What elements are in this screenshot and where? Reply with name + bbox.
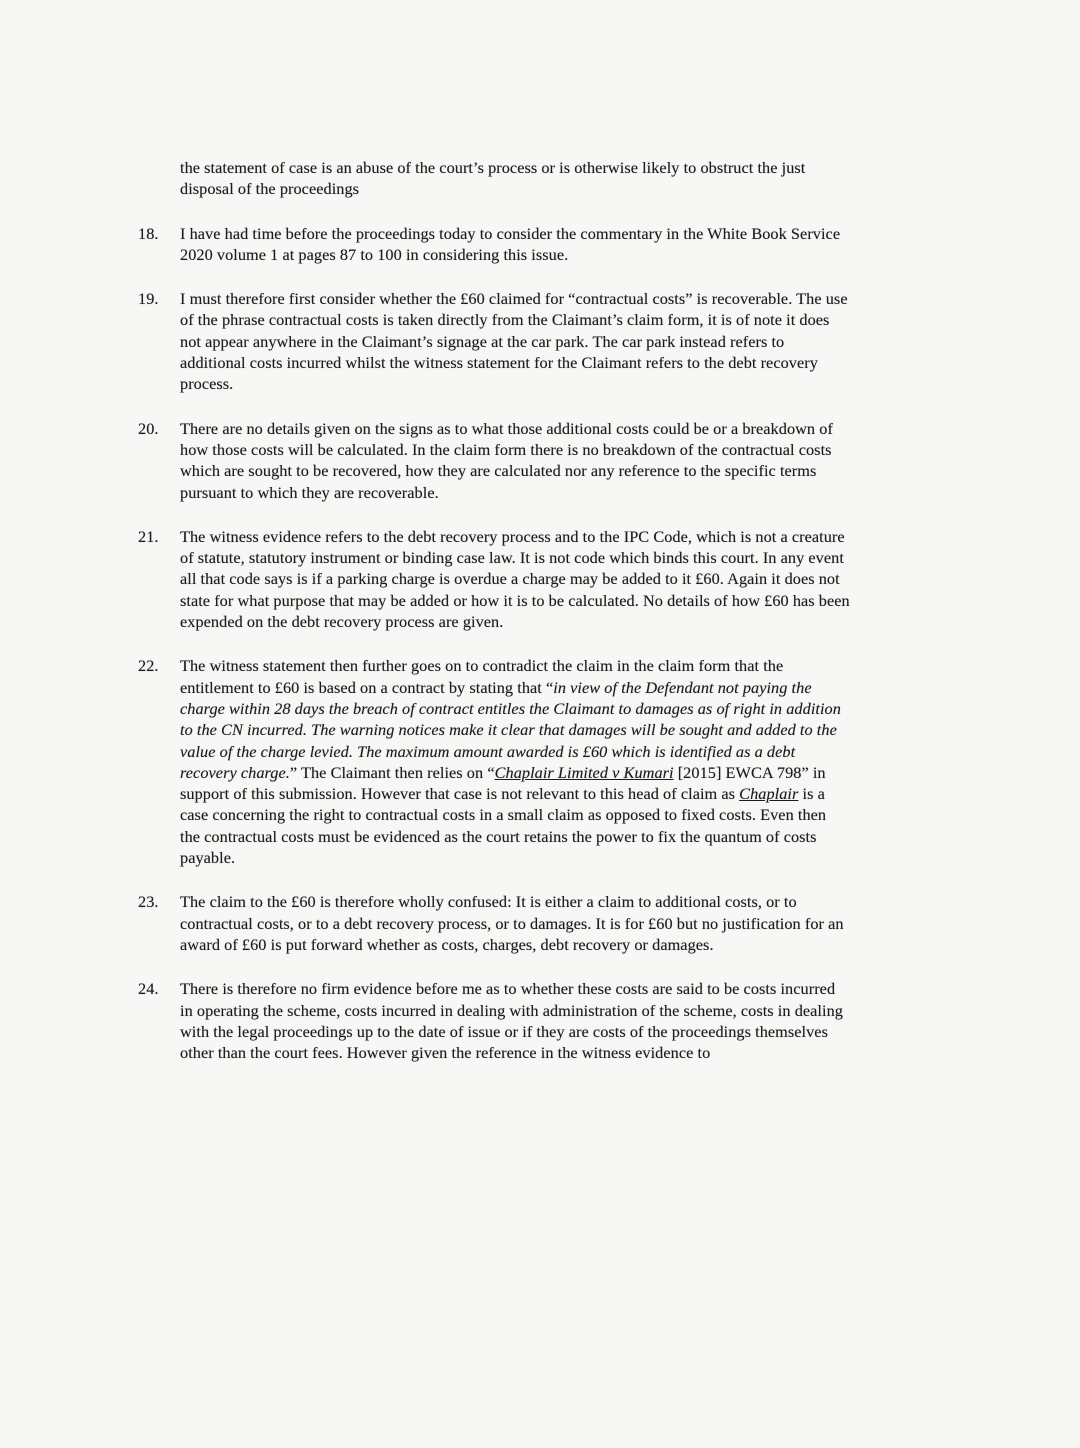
text-segment: [2015] EWCA 798” in support of this submission. However that case is not relevant to this head of claim as [180, 762, 826, 804]
paragraph-text: There is therefore no firm evidence before me as to whether these costs are said to be costs incurred in operating the scheme, costs incurred in dealing with administration of the scheme, costs in dealing with the legal proceedings up to the date of issue or if they are costs of the proceedings themselves other than the court fees. However given the reference in the witness evidence to [180, 979, 843, 1063]
text-segment: ” The Claimant then relies on “ [289, 762, 495, 782]
quoted-witness-statement: in view of the Defendant not paying the charge within 28 days the breach of contract entitles the Claimant to damages as of right in addition to the CN incurred. The warning notices make it clear that damages will be sought and added to the value of the charge levied. The maximum amount awarded is £60 which is identified as a debt recovery charge. [180, 677, 841, 782]
paragraph-19 [138, 288, 850, 394]
paragraph-number: 18. [138, 223, 159, 243]
judgment-text [138, 157, 850, 1063]
case-citation: Chaplair Limited v Kumari [494, 762, 674, 782]
lead-paragraph [180, 157, 848, 200]
paragraph-text [180, 655, 850, 868]
paragraph-21 [138, 526, 850, 632]
paragraph-24 [138, 978, 850, 1063]
paragraph-number: 20. [138, 418, 159, 438]
text-segment: The witness statement then further goes on to contradict the claim in the claim form that the entitlement to £60 is based on a contract by stating that “ [180, 656, 784, 697]
paragraph-number: 19. [138, 289, 159, 309]
paragraph-number: 24. [138, 979, 159, 999]
paragraph-18 [138, 223, 850, 266]
paragraph-text: There are no details given on the signs as to what those additional costs could be or a breakdown of how those costs will be calculated. In the claim form there is no breakdown of the contractual costs which are sought to be recovered, how they are calculated nor any reference to the specific terms pursuant to which they are recoverable. [180, 418, 833, 502]
paragraph-number: 22. [138, 656, 159, 676]
paragraph-20 [138, 418, 850, 503]
paragraph-23 [138, 891, 850, 955]
paragraph-text: The witness evidence refers to the debt recovery process and to the IPC Code, which is not a creature of statute, statutory instrument or binding case law. It is not code which binds this court. In any event all that code says is if a parking charge is overdue a charge may be added to it £60. Again it does not state for what purpose that may be added or how it is to be calculated. No details of how £60 has been expended on the debt recovery process are given. [180, 526, 850, 632]
text-segment: is a case concerning the right to contractual costs in a small claim as opposed to fixed costs. Even then the contractual costs must be evidenced as the court retains the power to fix the quantum of costs payable. [180, 784, 827, 868]
case-citation-short: Chaplair [739, 784, 799, 804]
paragraph-number: 21. [138, 526, 159, 546]
paragraph-text: I must therefore first consider whether the £60 claimed for “contractual costs” is recoverable. The use of the phrase contractual costs is taken directly from the Claimant’s claim form, it is of note it does not appear anywhere in the Claimant’s signage at the car park. The car park instead refers to additional costs incurred whilst the witness statement for the Claimant refers to the debt recovery process. [180, 289, 848, 394]
paragraph-number: 23. [138, 892, 159, 912]
paragraph-22 [138, 655, 850, 868]
paragraph-text: I have had time before the proceedings today to consider the commentary in the White Book Service 2020 volume 1 at pages 87 to 100 in considering this issue. [180, 223, 841, 264]
lead-text: the statement of case is an abuse of the court’s process or is otherwise likely to obstruct the just disposal of the proceedings [180, 158, 806, 199]
paragraph-text: The claim to the £60 is therefore wholly confused: It is either a claim to additional costs, or to contractual costs, or to a debt recovery process, or to damages. It is for £60 but no justification for an award of £60 is put forward whether as costs, charges, debt recovery or damages. [180, 892, 844, 954]
